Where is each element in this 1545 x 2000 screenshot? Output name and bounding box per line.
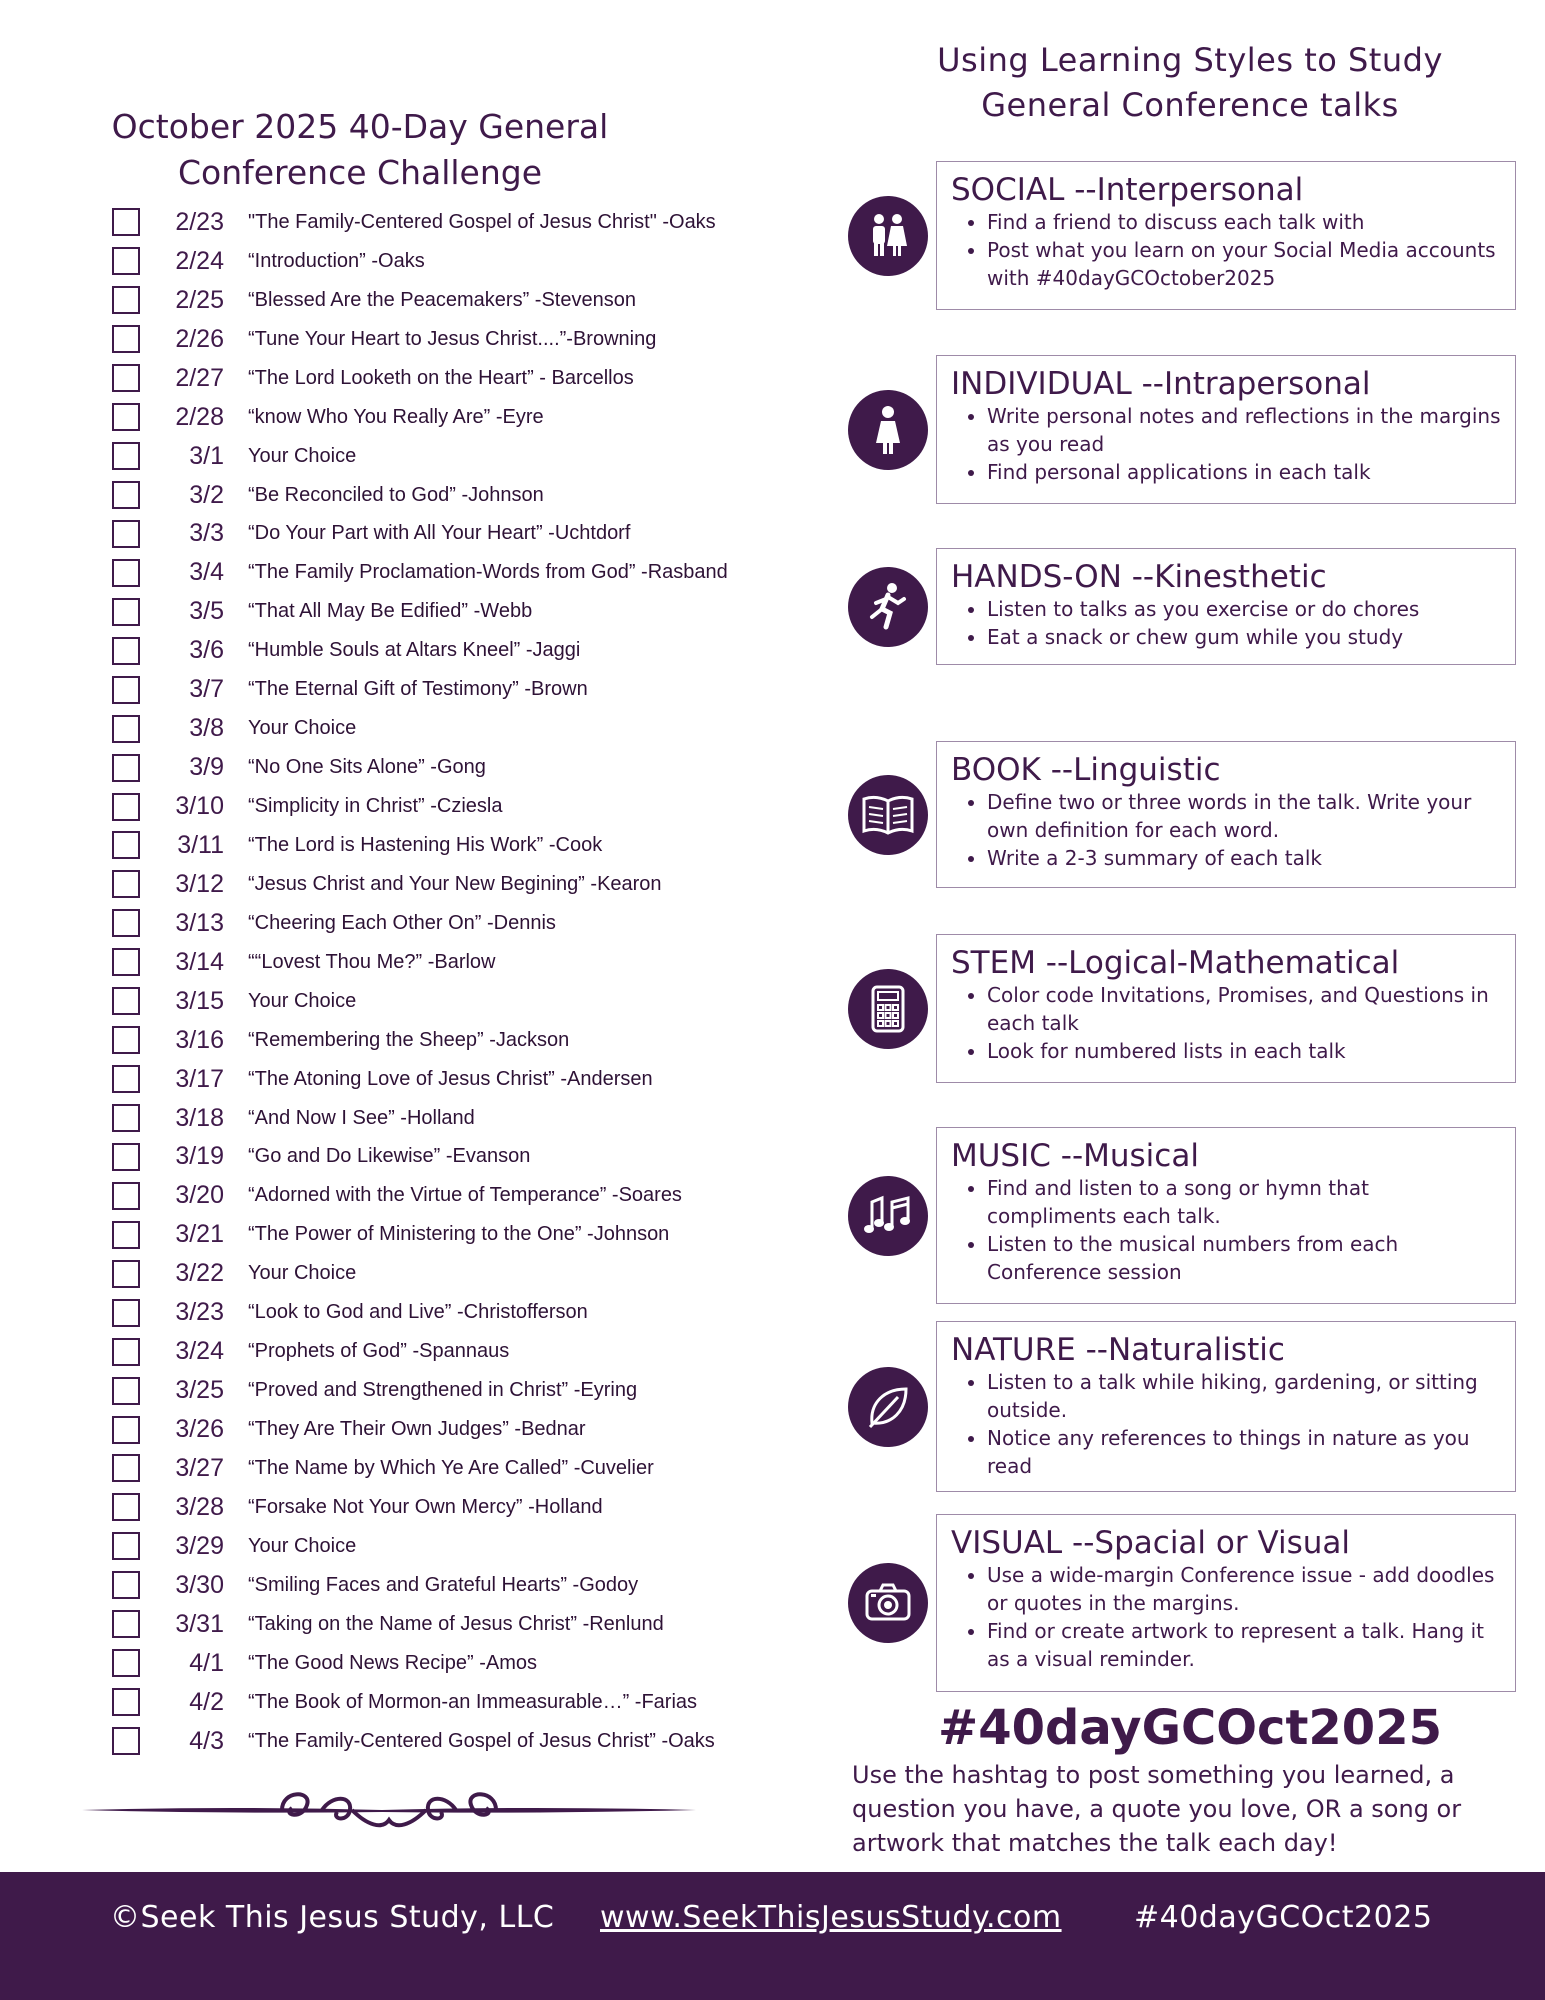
schedule-talk: “The Power of Ministering to the One” -Johnson: [248, 1223, 670, 1246]
learning-style-bullet: • Write personal notes and reflections in the margins as you read: [987, 402, 1501, 458]
schedule-talk: “The Good News Recipe” -Amos: [248, 1651, 537, 1674]
schedule-date: 3/12: [175, 869, 224, 898]
schedule-row: [112, 904, 802, 943]
schedule-date: 3/28: [175, 1492, 224, 1521]
schedule-talk: ““Lovest Thou Me?” -Barlow: [248, 950, 496, 973]
learning-style-bullets: [951, 402, 1501, 486]
checkbox[interactable]: [112, 1182, 140, 1210]
checkbox[interactable]: [112, 793, 140, 821]
checkbox[interactable]: [112, 598, 140, 626]
schedule-talk: Your Choice: [248, 1534, 357, 1557]
schedule-row: [112, 1722, 802, 1761]
schedule-talk: “They Are Their Own Judges” -Bednar: [248, 1418, 586, 1441]
running-person-icon: [848, 567, 928, 647]
learning-style-bullet: • Color code Invitations, Promises, and Questions in each talk: [987, 981, 1501, 1037]
schedule-date: 3/3: [189, 519, 224, 548]
learning-style-bullet: • Find and listen to a song or hymn that compliments each talk.: [987, 1174, 1501, 1230]
schedule-talk: “The Name by Which Ye Are Called” -Cuvelier: [248, 1456, 654, 1479]
schedule-talk: “The Book of Mormon-an Immeasurable…” -Farias: [248, 1690, 698, 1713]
learning-style-bullet: • Define two or three words in the talk. Write your own definition for each word.: [987, 788, 1501, 844]
learning-style-title: BOOK --Linguistic: [951, 752, 1221, 788]
checkbox[interactable]: [112, 1260, 140, 1288]
schedule-row: [112, 1410, 802, 1449]
schedule-date: 3/4: [189, 558, 224, 587]
schedule-row: [112, 281, 802, 320]
schedule-date: 3/11: [177, 830, 224, 859]
schedule-date: 3/19: [175, 1142, 224, 1171]
learning-styles-title-line2: General Conference talks: [981, 86, 1399, 124]
schedule-date: 3/1: [189, 441, 224, 470]
checkbox[interactable]: [112, 1221, 140, 1249]
checkbox[interactable]: [112, 1649, 140, 1677]
checkbox[interactable]: [112, 403, 140, 431]
schedule-talk: “Prophets of God” -Spannaus: [248, 1340, 510, 1363]
checkbox[interactable]: [112, 1026, 140, 1054]
schedule-date: 3/16: [175, 1025, 224, 1054]
schedule-talk: “Tune Your Heart to Jesus Christ....”-Browning: [248, 327, 657, 350]
schedule-row: [112, 1371, 802, 1410]
calculator-icon: [848, 969, 928, 1049]
schedule-row: [112, 709, 802, 748]
schedule-talk: “The Lord Looketh on the Heart” - Barcellos: [248, 366, 634, 389]
leaf-icon: [848, 1367, 928, 1447]
checkbox[interactable]: [112, 1727, 140, 1755]
learning-style-card: [936, 1321, 1516, 1492]
schedule-row: [112, 515, 802, 554]
checkbox[interactable]: [112, 1143, 140, 1171]
schedule-row: [112, 1021, 802, 1060]
schedule-talk: Your Choice: [248, 989, 357, 1012]
schedule-talk: “Humble Souls at Altars Kneel” -Jaggi: [248, 639, 581, 662]
schedule-date: 3/23: [175, 1298, 224, 1327]
checkbox[interactable]: [112, 870, 140, 898]
schedule-date: 3/20: [175, 1181, 224, 1210]
checkbox[interactable]: [112, 1454, 140, 1482]
schedule-row: [112, 1215, 802, 1254]
learning-style-bullets: [951, 1368, 1501, 1480]
learning-style-bullet: • Find a friend to discuss each talk with: [987, 208, 1501, 236]
schedule-talk: “Go and Do Likewise” -Evanson: [248, 1145, 531, 1168]
schedule-talk: “And Now I See” -Holland: [248, 1106, 475, 1129]
checkbox[interactable]: [112, 831, 140, 859]
checkbox[interactable]: [112, 1688, 140, 1716]
learning-style-bullet: • Listen to talks as you exercise or do chores: [987, 595, 1501, 623]
schedule-row: [112, 398, 802, 437]
schedule-row: [112, 865, 802, 904]
checkbox[interactable]: [112, 1571, 140, 1599]
schedule-date: 3/8: [189, 714, 224, 743]
learning-style-bullet: • Find personal applications in each talk: [987, 458, 1501, 486]
music-notes-icon: [848, 1176, 928, 1256]
learning-style-bullet: • Look for numbered lists in each talk: [987, 1037, 1501, 1065]
learning-style-bullet: • Listen to a talk while hiking, gardening, or sitting outside.: [987, 1368, 1501, 1424]
checkbox[interactable]: [112, 286, 140, 314]
learning-style-bullets: [951, 1561, 1501, 1673]
schedule-talk: “Do Your Part with All Your Heart” -Uchtdorf: [248, 522, 631, 545]
learning-style-bullet: • Eat a snack or chew gum while you study: [987, 623, 1501, 651]
checkbox[interactable]: [112, 325, 140, 353]
schedule-talk: “Adorned with the Virtue of Temperance” -Soares: [248, 1184, 682, 1207]
schedule-date: 2/27: [175, 363, 224, 392]
learning-style-bullet: • Write a 2-3 summary of each talk: [987, 844, 1501, 872]
checkbox[interactable]: [112, 1338, 140, 1366]
schedule-row: [112, 553, 802, 592]
schedule-row: [112, 1254, 802, 1293]
schedule-row: [112, 592, 802, 631]
checkbox[interactable]: [112, 987, 140, 1015]
learning-style-card: [936, 934, 1516, 1083]
schedule-talk: “Taking on the Name of Jesus Christ” -Renlund: [248, 1612, 664, 1635]
schedule-date: 3/15: [175, 986, 224, 1015]
learning-style-title: NATURE --Naturalistic: [951, 1332, 1285, 1368]
learning-style-bullets: [951, 595, 1501, 651]
challenge-title-line1: October 2025 40-Day General: [111, 107, 609, 146]
learning-style-card: [936, 355, 1516, 504]
schedule-talk: “No One Sits Alone” -Gong: [248, 756, 486, 779]
schedule-row: [112, 1138, 802, 1177]
schedule-row: [112, 1449, 802, 1488]
checkbox[interactable]: [112, 1493, 140, 1521]
schedule-talk: “Blessed Are the Peacemakers” -Stevenson: [248, 288, 636, 311]
schedule-date: 3/6: [189, 636, 224, 665]
checkbox[interactable]: [112, 715, 140, 743]
checkbox[interactable]: [112, 247, 140, 275]
checkbox[interactable]: [112, 676, 140, 704]
schedule-row: [112, 1099, 802, 1138]
schedule-row: [112, 1527, 802, 1566]
schedule-row: [112, 242, 802, 281]
learning-style-card: [936, 1127, 1516, 1304]
schedule-date: 2/28: [175, 402, 224, 431]
schedule-row: [112, 476, 802, 515]
learning-style-title: VISUAL --Spacial or Visual: [951, 1525, 1351, 1561]
schedule-date: 2/26: [175, 324, 224, 353]
schedule-talk: “Simplicity in Christ” -Cziesla: [248, 795, 503, 818]
schedule-talk: “know Who You Really Are” -Eyre: [248, 405, 544, 428]
schedule-row: [112, 320, 802, 359]
footer-copyright: ©Seek This Jesus Study, LLC: [110, 1900, 555, 1935]
schedule-date: 3/30: [175, 1570, 224, 1599]
checkbox[interactable]: [112, 754, 140, 782]
schedule-talk: “The Atoning Love of Jesus Christ” -Andersen: [248, 1067, 653, 1090]
camera-icon: [848, 1563, 928, 1643]
open-book-icon: [848, 775, 928, 855]
learning-styles-title: [880, 38, 1500, 128]
schedule-date: 3/22: [175, 1259, 224, 1288]
checkbox[interactable]: [112, 208, 140, 236]
schedule-date: 3/10: [175, 792, 224, 821]
schedule-talk: “Be Reconciled to God” -Johnson: [248, 483, 544, 506]
schedule-row: [112, 1332, 802, 1371]
schedule-date: 3/25: [175, 1376, 224, 1405]
learning-style-bullets: [951, 981, 1501, 1065]
schedule-date: 3/18: [175, 1103, 224, 1132]
schedule-talk: “Proved and Strengthened in Christ” -Eyring: [248, 1379, 638, 1402]
schedule-row: [112, 943, 802, 982]
checkbox[interactable]: [112, 442, 140, 470]
learning-style-bullet: • Listen to the musical numbers from each Conference session: [987, 1230, 1501, 1286]
checkbox[interactable]: [112, 520, 140, 548]
schedule-row: [112, 1488, 802, 1527]
checkbox[interactable]: [112, 364, 140, 392]
schedule-row: [112, 1605, 802, 1644]
learning-style-title: SOCIAL --Interpersonal: [951, 172, 1304, 208]
learning-style-title: INDIVIDUAL --Intrapersonal: [951, 366, 1371, 402]
learning-style-bullet: • Notice any references to things in nature as you read: [987, 1424, 1501, 1480]
challenge-title: [100, 104, 620, 196]
schedule-talk: "The Family-Centered Gospel of Jesus Christ" -Oaks: [248, 210, 716, 233]
schedule-date: 3/14: [175, 947, 224, 976]
schedule-talk: “Cheering Each Other On” -Dennis: [248, 911, 556, 934]
schedule-date: 3/2: [189, 480, 224, 509]
schedule-row: [112, 1644, 802, 1683]
checkbox[interactable]: [112, 1416, 140, 1444]
learning-style-bullet: • Post what you learn on your Social Media accounts with #40dayGCOctober2025: [987, 236, 1501, 292]
schedule-date: 3/27: [175, 1453, 224, 1482]
schedule-date: 3/29: [175, 1531, 224, 1560]
schedule-row: [112, 437, 802, 476]
learning-style-bullet: • Use a wide-margin Conference issue - add doodles or quotes in the margins.: [987, 1561, 1501, 1617]
schedule-talk: “Remembering the Sheep” -Jackson: [248, 1028, 570, 1051]
footer-bar: [0, 1872, 1545, 2000]
schedule-talk: “Forsake Not Your Own Mercy” -Holland: [248, 1495, 603, 1518]
schedule-date: 3/31: [175, 1609, 224, 1638]
learning-style-card: [936, 161, 1516, 310]
schedule-talk: “That All May Be Edified” -Webb: [248, 600, 533, 623]
people-icon: [848, 196, 928, 276]
learning-style-title: MUSIC --Musical: [951, 1138, 1199, 1174]
checkbox[interactable]: [112, 1104, 140, 1132]
schedule-date: 3/9: [189, 753, 224, 782]
learning-styles-title-line1: Using Learning Styles to Study: [937, 41, 1443, 79]
checkbox[interactable]: [112, 909, 140, 937]
schedule-row: [112, 1176, 802, 1215]
schedule-talk: “Introduction” -Oaks: [248, 249, 425, 272]
learning-style-title: HANDS-ON --Kinesthetic: [951, 559, 1327, 595]
schedule-talk: “The Family-Centered Gospel of Jesus Christ” -Oaks: [248, 1729, 715, 1752]
schedule-talk: “The Eternal Gift of Testimony” -Brown: [248, 678, 588, 701]
schedule-talk: “Look to God and Live” -Christofferson: [248, 1301, 588, 1324]
learning-style-bullets: [951, 208, 1501, 292]
schedule-row: [112, 359, 802, 398]
schedule-date: 3/17: [175, 1064, 224, 1093]
schedule-list: [112, 203, 802, 1761]
checkbox[interactable]: [112, 1299, 140, 1327]
checkbox[interactable]: [112, 1377, 140, 1405]
learning-style-bullets: [951, 788, 1501, 872]
schedule-date: 2/24: [175, 246, 224, 275]
schedule-date: 3/21: [175, 1220, 224, 1249]
schedule-row: [112, 631, 802, 670]
schedule-row: [112, 826, 802, 865]
schedule-talk: “Smiling Faces and Grateful Hearts” -Godoy: [248, 1573, 639, 1596]
challenge-title-line2: Conference Challenge: [177, 153, 543, 192]
schedule-row: [112, 1293, 802, 1332]
schedule-talk: Your Choice: [248, 444, 357, 467]
schedule-row: [112, 1060, 802, 1099]
schedule-talk: Your Choice: [248, 1262, 357, 1285]
schedule-talk: “The Lord is Hastening His Work” -Cook: [248, 833, 603, 856]
schedule-date: 4/2: [189, 1687, 224, 1716]
footer-website-link[interactable]: www.SeekThisJesusStudy.com: [600, 1900, 1062, 1935]
schedule-date: 4/3: [189, 1726, 224, 1755]
hashtag-instructions: Use the hashtag to post something you learned, a question you have, a quote you love, OR a song or artwork that matches the talk each day!: [852, 1761, 1462, 1857]
schedule-date: 2/25: [175, 285, 224, 314]
schedule-date: 3/5: [189, 597, 224, 626]
schedule-date: 3/26: [175, 1415, 224, 1444]
schedule-date: 3/7: [189, 675, 224, 704]
schedule-talk: “The Family Proclamation-Words from God” -Rasband: [248, 561, 728, 584]
schedule-date: 3/24: [175, 1337, 224, 1366]
schedule-row: [112, 670, 802, 709]
hashtag-heading: #40dayGCOct2025: [938, 1700, 1442, 1756]
checkbox[interactable]: [112, 948, 140, 976]
learning-style-card: [936, 1514, 1516, 1692]
learning-style-bullets: [951, 1174, 1501, 1286]
checkbox[interactable]: [112, 1532, 140, 1560]
schedule-date: 3/13: [175, 908, 224, 937]
checkbox[interactable]: [112, 481, 140, 509]
checkbox[interactable]: [112, 559, 140, 587]
schedule-talk: “Jesus Christ and Your New Begining” -Kearon: [248, 872, 662, 895]
schedule-row: [112, 203, 802, 242]
learning-style-title: STEM --Logical-Mathematical: [951, 945, 1400, 981]
schedule-row: [112, 787, 802, 826]
flourish-divider: [82, 1780, 696, 1840]
schedule-row: [112, 982, 802, 1021]
schedule-talk: Your Choice: [248, 717, 357, 740]
learning-style-card: [936, 741, 1516, 888]
checkbox[interactable]: [112, 1610, 140, 1638]
schedule-row: [112, 1566, 802, 1605]
footer-hashtag: #40dayGCOct2025: [1134, 1900, 1433, 1935]
learning-style-bullet: • Find or create artwork to represent a talk. Hang it as a visual reminder.: [987, 1617, 1501, 1673]
schedule-row: [112, 1683, 802, 1722]
checkbox[interactable]: [112, 637, 140, 665]
checkbox[interactable]: [112, 1065, 140, 1093]
learning-style-card: [936, 548, 1516, 665]
schedule-date: 2/23: [175, 207, 224, 236]
schedule-row: [112, 748, 802, 787]
schedule-date: 4/1: [189, 1648, 224, 1677]
person-icon: [848, 390, 928, 470]
